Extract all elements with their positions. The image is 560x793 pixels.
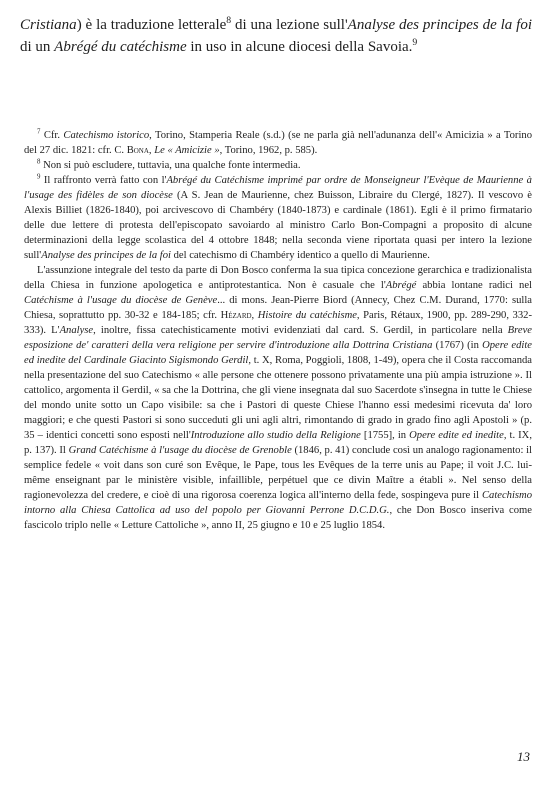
text-italic: Opere edite ed inedite del Cardinale Giacinto Sigismondo Gerdil bbox=[24, 340, 532, 366]
text-italic: Abrégé du catéchisme bbox=[54, 39, 187, 55]
text: (1767) (in bbox=[432, 340, 483, 351]
text-smallcaps: Hézard bbox=[220, 310, 252, 321]
page-number: 13 bbox=[517, 749, 530, 764]
text-italic: Grand Catéchisme à l'usage du diocèse de Grenoble bbox=[68, 445, 292, 456]
text: , t. X, Roma, Poggioli, 1808, 1-49), opera che il Costa raccomanda nella presentazione del suo Catechismo « alle persone che ottenere possono privatamente una più ampia istruzione ». Il cattolico, argomenta il Gerdil, « sa che la Dottrina, che gli viene insegnata dal suo Sacerdote s'insegna in tutte le Chiese del mondo unite sotto un Capo visibile: sa che i Pastori di queste Chiese l'hanno essi medesimi ricevuta da' loro maggiori; e che questi Pastori si sono succeduti gli uni agli altri, rimontando di grado in grado fino agli Apostoli » (p. 35 – identici concetti sono esposti nell' bbox=[24, 355, 533, 441]
footnote-9 bbox=[24, 173, 532, 263]
text: , Paris, Rétaux, 1900, pp. 289-290, 332-333). L' bbox=[24, 310, 532, 336]
footnote-9-continued bbox=[24, 263, 532, 533]
text: in uso in alcune diocesi della Savoia. bbox=[186, 39, 413, 55]
text-italic: Analyse des principes de la foi bbox=[347, 17, 532, 33]
footnote-mark: 7 bbox=[37, 128, 41, 136]
footnote-mark: 8 bbox=[37, 158, 41, 166]
text-italic: Catechismo istorico bbox=[63, 130, 150, 141]
text: ) è la traduzione letterale bbox=[76, 17, 227, 33]
text-italic: Breve esposizione de' caratteri della vera religione per servire d'introduzione alla Dottrina Cristiana bbox=[24, 325, 532, 351]
text-italic: Cristiana bbox=[20, 17, 77, 33]
text: , bbox=[148, 145, 155, 156]
text-italic: Histoire du catéchisme bbox=[257, 310, 357, 321]
text: Non si può escludere, tuttavia, una qualche fonte intermedia. bbox=[40, 160, 301, 171]
text: [1755], in bbox=[360, 430, 410, 441]
text: L'assunzione integrale del testo da parte di Don Bosco conferma la sua tipica concezione gerarchica e tradizionalista della Chiesa in funzione apologetica e antiprotestantica. Non è casuale che l' bbox=[24, 265, 532, 291]
text: , inoltre, fissa catechisticamente motivi evidenziati dal card. S. Gerdil, in particolare nella bbox=[93, 325, 508, 336]
footnote-7 bbox=[24, 128, 532, 158]
text: abbia lontane radici nel bbox=[416, 280, 532, 291]
text-italic: Catechismo intorno alla Chiesa Cattolica ad uso del popolo per Giovanni Perrone D.C.D.G. bbox=[24, 490, 532, 516]
text: , bbox=[251, 310, 258, 321]
text: (1846, p. 41) conclude così un analogo ragionamento: il semplice fedele « voit dans son curé son Evêque, le Pape, tous les Evêques de la terre unis au Pape; il voit J.C. lui-même enseignant par le ministère visible, infaillible, perpétuel que ce divin Maître a établi ». Nel senso della ragionevolezza del credere, e cioè di una rigorosa coerenza logica all'interno della fede, sospingeva pure il bbox=[24, 445, 533, 501]
text: , Torino, 1962, p. 585). bbox=[219, 145, 318, 156]
main-paragraph bbox=[20, 14, 532, 58]
text: di un bbox=[20, 39, 55, 55]
text: Cfr. bbox=[40, 130, 64, 141]
text-italic: Analyse des principes de la foi bbox=[41, 250, 171, 261]
text-italic: Abrégé du Catéchisme imprimé par ordre de Monseigneur l'Evèque de Maurienne à l'usage des fidèles de son diocèse bbox=[24, 175, 532, 201]
text-italic: Abrégé bbox=[385, 280, 417, 291]
text: di una lezione sull' bbox=[231, 17, 348, 33]
text: Il raffronto verrà fatto con l' bbox=[40, 175, 167, 186]
text: ... di mons. Jean-Pierre Biord (Annecy, Chez C.M. Durand, 1770: sulla Chiesa, soprattutto pp. 30-32 e 184-185; cfr. bbox=[24, 295, 532, 321]
text-italic: Opere edite ed inedite bbox=[409, 430, 504, 441]
text: , che Don Bosco inseriva come fascicolo triplo nelle « Letture Cattoliche », anno II, 25 giugno e 10 e 25 luglio 1854. bbox=[24, 505, 532, 531]
text-italic: Analyse bbox=[59, 325, 94, 336]
text: (A S. Jean de Maurienne, chez Buisson, Libraire du Clergé, 1827). Il vescovo è Alexis Billiet (1826-1840), poi arcivescovo di Chambéry (1840-1873) e cardinale (1861). Egli è il primo firmatario delle due lettere di protesta dell'episcopato savoiardo al ministro Carlo Bon-Compagni a proposito di alcune determinazioni della legge scolastica del 4 ottobre 1848; nella seconda viene riportata quasi per intero la lezione sull' bbox=[24, 190, 532, 261]
text-italic: Le « Amicizie » bbox=[154, 145, 220, 156]
text: , t. IX, p. 137). Il bbox=[24, 430, 532, 456]
text-smallcaps: Bona bbox=[126, 145, 149, 156]
footnotes bbox=[24, 128, 532, 533]
footnote-ref: 9 bbox=[412, 37, 418, 48]
text: del catechismo di Chambéry identico a quello di Maurienne. bbox=[170, 250, 430, 261]
text-italic: Introduzione allo studio della Religione bbox=[190, 430, 361, 441]
text: , Torino, Stamperia Reale (s.d.) (se ne parla già nell'adunanza dell'« Amicizia » a Torino del 27 dic. 1821: cfr. C. bbox=[24, 130, 533, 156]
text-italic: Catéchisme à l'usage du diocèse de Genève bbox=[24, 295, 218, 306]
footnote-8 bbox=[24, 158, 532, 173]
footnote-ref: 8 bbox=[226, 15, 232, 26]
footnote-mark: 9 bbox=[37, 173, 41, 181]
